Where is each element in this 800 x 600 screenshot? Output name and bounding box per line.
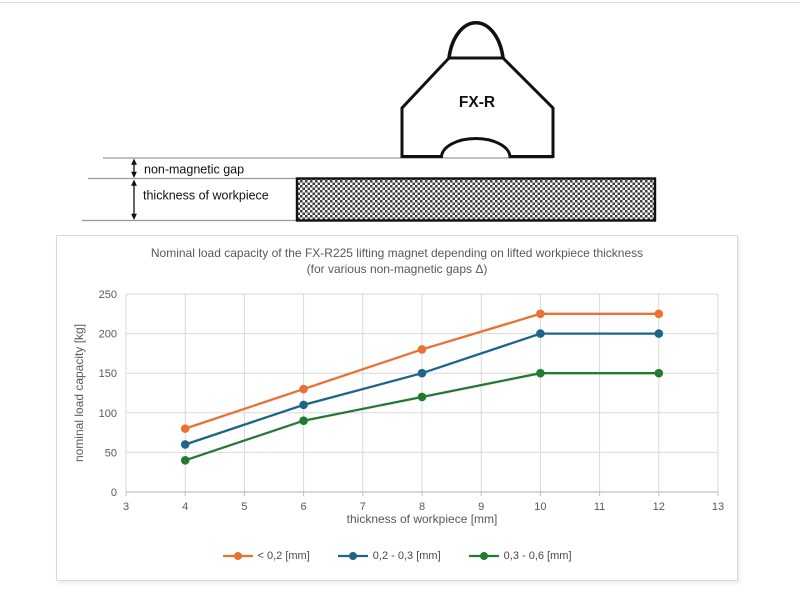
legend-marker-icon (223, 551, 253, 561)
data-point (655, 329, 664, 338)
data-point (181, 456, 190, 465)
chart-title-line2: (for various non-magnetic gaps Δ) (306, 262, 488, 276)
legend-marker-icon (469, 551, 499, 561)
x-tick-label: 12 (652, 501, 665, 513)
data-point (655, 369, 664, 378)
legend-label: 0,2 - 0,3 [mm] (372, 550, 441, 562)
thickness-label: thickness of workpiece (143, 188, 269, 203)
x-tick-label: 4 (182, 501, 189, 513)
y-tick-label: 100 (98, 407, 117, 420)
x-tick-label: 8 (418, 501, 426, 513)
data-point (418, 369, 427, 378)
gap-dimension-arrow (131, 159, 137, 179)
y-tick-label: 200 (98, 328, 117, 341)
data-point (299, 385, 308, 394)
magnet-label: FX-R (458, 94, 496, 111)
y-tick-label: 150 (98, 368, 117, 381)
y-tick-label: 50 (104, 447, 117, 460)
magnet-diagram (0, 0, 800, 232)
thickness-dimension-arrow (131, 180, 137, 221)
data-point (299, 401, 308, 410)
x-tick-label: 9 (478, 501, 485, 513)
x-axis-title: thickness of workpiece [mm] (346, 512, 498, 526)
chart-plot-svg (57, 236, 739, 582)
data-point (181, 440, 190, 449)
x-tick-label: 13 (711, 501, 725, 513)
data-point (536, 369, 545, 378)
data-point (536, 329, 545, 338)
legend-item (469, 550, 572, 562)
chart-panel (56, 235, 738, 581)
x-tick-label: 10 (534, 501, 547, 513)
data-point (536, 310, 545, 319)
x-tick-label: 6 (300, 501, 307, 513)
y-axis-title: nominal load capacity [kg] (72, 323, 86, 463)
data-point (299, 416, 308, 425)
chart-title-line1: Nominal load capacity of the FX-R225 lifting magnet depending on lifted workpiece thickness (150, 246, 644, 260)
workpiece-hatched-rect (297, 179, 655, 221)
x-tick-label: 11 (593, 501, 606, 513)
y-tick-label: 250 (98, 289, 117, 301)
x-tick-label: 7 (359, 501, 366, 513)
x-tick-label: 3 (122, 501, 130, 513)
legend-item (338, 550, 441, 562)
gap-label: non-magnetic gap (144, 162, 245, 177)
data-point (418, 393, 427, 402)
x-tick-label: 5 (241, 501, 248, 513)
legend-label: < 0,2 [mm] (257, 550, 310, 562)
chart-legend (57, 550, 737, 562)
data-point (655, 310, 664, 319)
legend-label: 0,3 - 0,6 [mm] (503, 550, 572, 562)
data-point (418, 345, 427, 354)
data-point (181, 424, 190, 433)
legend-marker-icon (338, 551, 368, 561)
magnet-lifting-eye-icon (449, 23, 503, 58)
y-tick-label: 0 (110, 487, 117, 499)
legend-item (223, 550, 310, 562)
